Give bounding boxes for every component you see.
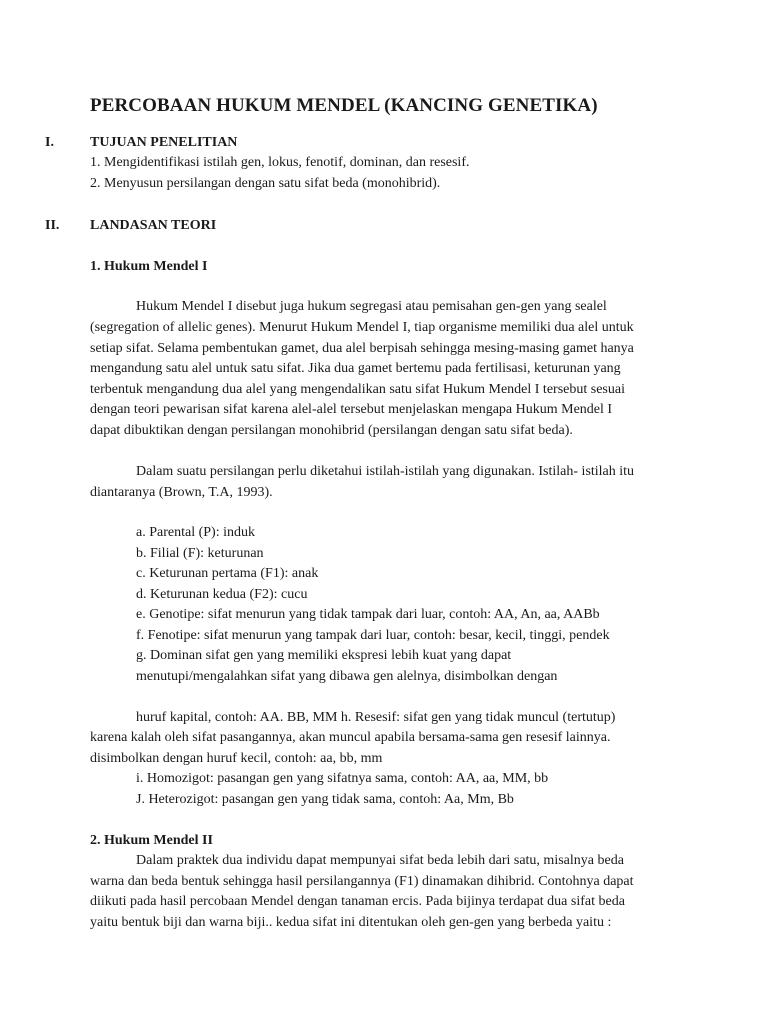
- list-item: g. Dominan sifat gen yang memiliki ekspresi lebih kuat yang dapat: [136, 648, 512, 663]
- list-item: f. Fenotipe: sifat menurun yang tampak dari luar, contoh: besar, kecil, tinggi, pendek: [136, 628, 610, 643]
- paragraph-line: (segregation of allelic genes). Menurut Hukum Mendel I, tiap organisme memiliki dua alel untuk: [90, 320, 634, 335]
- paragraph-line: diantaranya (Brown, T.A, 1993).: [90, 485, 273, 500]
- paragraph-line: disimbolkan dengan huruf kecil, contoh: aa, bb, mm: [90, 751, 383, 766]
- subsection-1-heading: 1. Hukum Mendel I: [90, 259, 208, 274]
- paragraph-line: mengandung satu alel untuk satu sifat. Jika dua gamet bertemu pada fertilisasi, keturunan yang: [90, 361, 621, 376]
- paragraph-line: diikuti pada hasil percobaan Mendel dengan tanaman ercis. Pada bijinya terdapat dua sifat beda: [90, 894, 625, 909]
- paragraph-line: Hukum Mendel I disebut juga hukum segregasi atau pemisahan gen-gen yang sealel: [136, 299, 607, 314]
- subsection-2-heading: 2. Hukum Mendel II: [90, 833, 213, 848]
- paragraph-line: huruf kapital, contoh: AA. BB, MM h. Resesif: sifat gen yang tidak muncul (tertutup): [136, 710, 616, 725]
- paragraph-line: dengan teori pewarisan sifat karena alel-alel tersebut menjelaskan mengapa Hukum Mendel I: [90, 402, 613, 417]
- paragraph-line: Dalam praktek dua individu dapat mempunyai sifat beda lebih dari satu, misalnya beda: [136, 853, 624, 868]
- document-title: PERCOBAAN HUKUM MENDEL (KANCING GENETIKA): [90, 95, 598, 116]
- list-item: d. Keturunan kedua (F2): cucu: [136, 587, 308, 602]
- section-1-heading: TUJUAN PENELITIAN: [90, 135, 238, 150]
- list-item: J. Heterozigot: pasangan gen yang tidak sama, contoh: Aa, Mm, Bb: [136, 792, 514, 807]
- paragraph-line: warna dan beda bentuk sehingga hasil persilangannya (F1) dinamakan dihibrid. Contohnya dapat: [90, 874, 634, 889]
- paragraph-line: yaitu bentuk biji dan warna biji.. kedua sifat ini ditentukan oleh gen-gen yang berbeda yaitu :: [90, 915, 612, 930]
- objective-item: 2. Menyusun persilangan dengan satu sifat beda (monohibrid).: [90, 176, 441, 191]
- list-item: a. Parental (P): induk: [136, 525, 255, 540]
- section-1-numeral: I.: [45, 135, 54, 150]
- list-item: e. Genotipe: sifat menurun yang tidak tampak dari luar, contoh: AA, An, aa, AABb: [136, 607, 600, 622]
- section-2-heading: LANDASAN TEORI: [90, 218, 217, 233]
- list-item: i. Homozigot: pasangan gen yang sifatnya sama, contoh: AA, aa, MM, bb: [136, 771, 549, 786]
- list-item: c. Keturunan pertama (F1): anak: [136, 566, 319, 581]
- paragraph-line: Dalam suatu persilangan perlu diketahui istilah-istilah yang digunakan. Istilah- istilah itu: [136, 464, 635, 479]
- list-item: menutupi/mengalahkan sifat yang dibawa gen alelnya, disimbolkan dengan: [136, 669, 558, 684]
- paragraph-line: karena kalah oleh sifat pasangannya, akan muncul apabila bersama-sama gen resesif lainnya.: [90, 730, 611, 745]
- paragraph-line: setiap sifat. Selama pembentukan gamet, dua alel berpisah sehingga mesing-masing gamet hanya: [90, 341, 634, 356]
- list-item: b. Filial (F): keturunan: [136, 546, 264, 561]
- paragraph-line: dapat dibuktikan dengan persilangan monohibrid (persilangan dengan satu sifat beda).: [90, 423, 573, 438]
- section-2-numeral: II.: [45, 218, 60, 233]
- paragraph-line: terbentuk mengandung dua alel yang mengendalikan satu sifat Hukum Mendel I tersebut sesuai: [90, 382, 625, 397]
- objective-item: 1. Mengidentifikasi istilah gen, lokus, fenotif, dominan, dan resesif.: [90, 155, 470, 170]
